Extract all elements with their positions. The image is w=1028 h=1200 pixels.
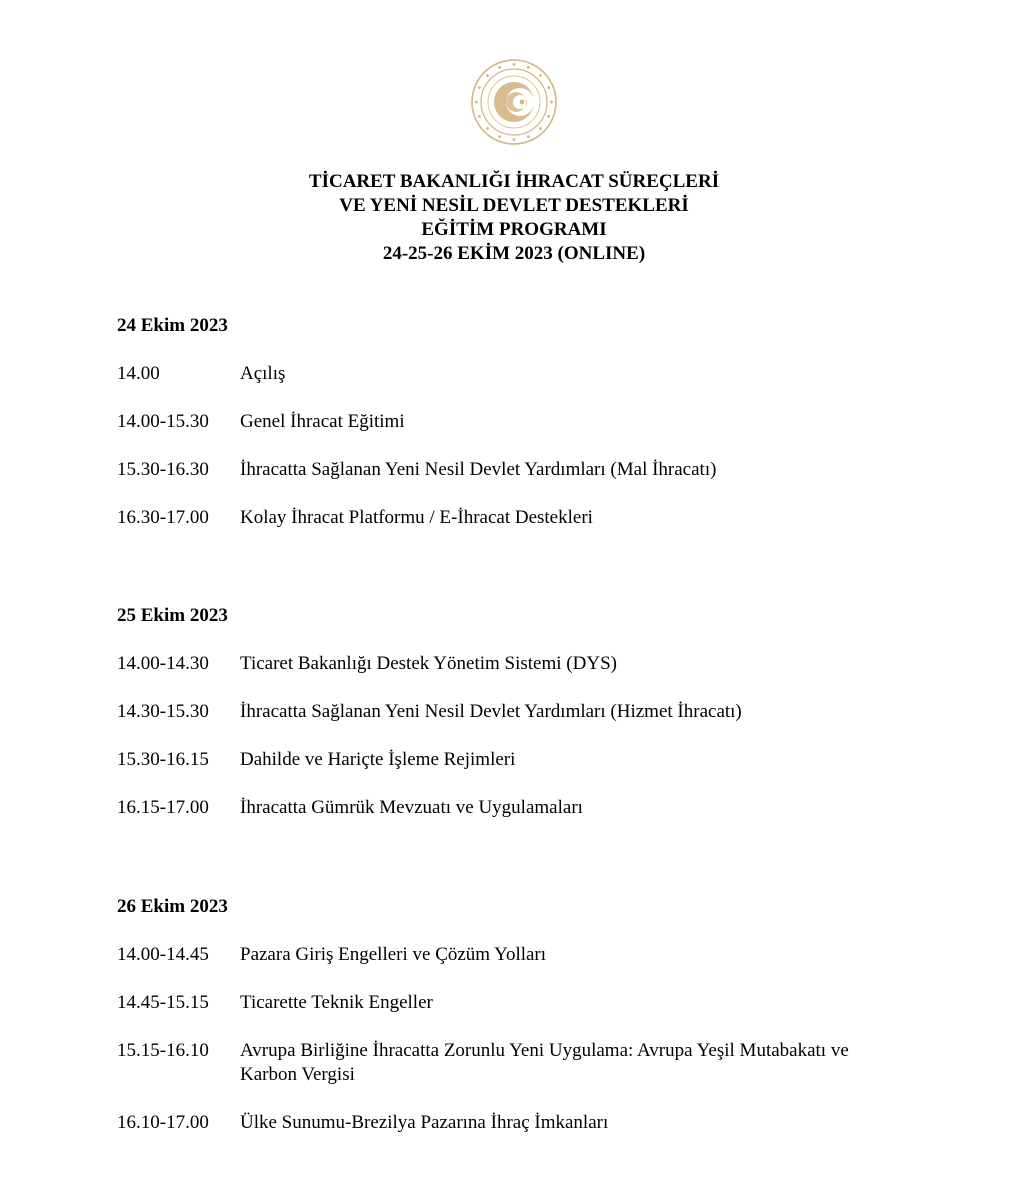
emblem-star <box>527 66 530 69</box>
session-time: 16.30-17.00 <box>117 507 209 528</box>
emblem-star <box>475 101 478 104</box>
session-time: 14.30-15.30 <box>117 701 209 722</box>
session-time: 14.00-14.30 <box>117 653 209 674</box>
emblem-star <box>478 115 481 118</box>
session-row <box>117 943 917 967</box>
day-date-heading: 26 Ekim 2023 <box>117 896 228 917</box>
session-title: Kolay İhracat Platformu / E-İhracat Destekleri <box>240 507 593 528</box>
session-row <box>117 748 917 772</box>
emblem-star <box>550 101 553 104</box>
session-row <box>117 410 917 434</box>
emblem-star <box>539 74 542 77</box>
session-row <box>117 1111 917 1135</box>
session-title: Avrupa Birliğine İhracatta Zorunlu Yeni Uygulama: Avrupa Yeşil Mutabakatı ve Karbon Vergisi <box>240 1040 849 1085</box>
program-title <box>0 170 1028 266</box>
session-row <box>117 652 917 676</box>
session-time: 14.00 <box>117 363 160 384</box>
emblem-star <box>486 74 489 77</box>
emblem-star <box>513 138 516 141</box>
session-time: 14.00-15.30 <box>117 411 209 432</box>
session-title: İhracatta Sağlanan Yeni Nesil Devlet Yardımları (Mal İhracatı) <box>240 459 717 480</box>
emblem-star <box>513 63 516 66</box>
emblem-star <box>498 135 501 138</box>
session-title: Dahilde ve Hariçte İşleme Rejimleri <box>240 749 516 770</box>
session-row <box>117 796 917 820</box>
emblem-star <box>547 86 550 89</box>
session-row <box>117 700 917 724</box>
session-title: İhracatta Sağlanan Yeni Nesil Devlet Yardımları (Hizmet İhracatı) <box>240 701 742 722</box>
emblem-star <box>547 115 550 118</box>
day-date-heading: 24 Ekim 2023 <box>117 315 228 336</box>
day-section <box>117 604 917 820</box>
emblem-star <box>478 86 481 89</box>
session-time: 15.30-16.15 <box>117 749 209 770</box>
session-title: Pazara Giriş Engelleri ve Çözüm Yolları <box>240 944 547 965</box>
ministry-emblem-logo <box>470 58 558 146</box>
session-row <box>117 1039 917 1087</box>
session-title: Genel İhracat Eğitimi <box>240 411 405 432</box>
session-row <box>117 991 917 1015</box>
session-row <box>117 362 917 386</box>
session-time: 15.30-16.30 <box>117 459 209 480</box>
session-title: İhracatta Gümrük Mevzuatı ve Uygulamaları <box>240 797 583 818</box>
session-title: Açılış <box>240 363 286 384</box>
session-title: Ticaret Bakanlığı Destek Yönetim Sistemi (DYS) <box>240 653 617 674</box>
emblem-star <box>498 66 501 69</box>
session-time: 16.10-17.00 <box>117 1112 209 1133</box>
session-time: 14.45-15.15 <box>117 992 209 1013</box>
day-section <box>117 895 917 1135</box>
session-title: Ticarette Teknik Engeller <box>240 992 433 1013</box>
session-time: 14.00-14.45 <box>117 944 209 965</box>
session-title: Ülke Sunumu-Brezilya Pazarına İhraç İmkanları <box>240 1112 609 1133</box>
session-time: 16.15-17.00 <box>117 797 209 818</box>
title-line: VE YENİ NESİL DEVLET DESTEKLERİ <box>339 195 689 216</box>
session-time: 15.15-16.10 <box>117 1040 209 1061</box>
session-row <box>117 458 917 482</box>
emblem-star <box>539 127 542 130</box>
session-row <box>117 506 917 530</box>
title-line: 24-25-26 EKİM 2023 (ONLINE) <box>382 243 646 264</box>
day-date-heading: 25 Ekim 2023 <box>117 605 228 626</box>
emblem-star <box>486 127 489 130</box>
emblem-icon <box>470 58 558 146</box>
day-section <box>117 314 917 530</box>
emblem-star <box>527 135 530 138</box>
title-line: TİCARET BAKANLIĞI İHRACAT SÜREÇLERİ <box>308 171 720 192</box>
title-line: EĞİTİM PROGRAMI <box>421 219 607 240</box>
